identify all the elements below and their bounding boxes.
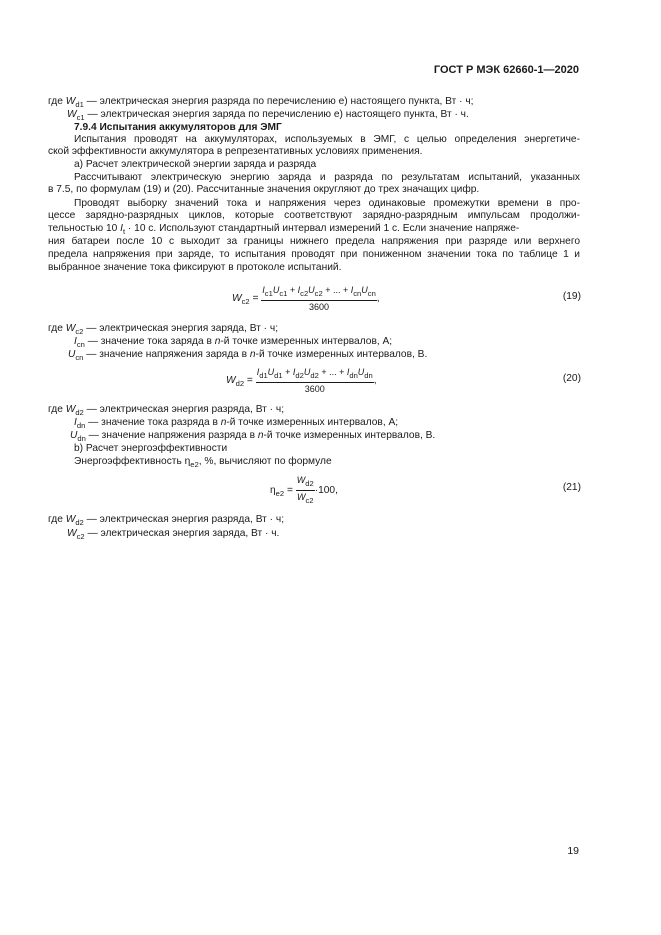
- paragraph-line: тельностью 10 $I_t \cdot 10$ с. Используют стандартный интервал измерений 1 с. Если значение напряже-: [48, 223, 520, 236]
- formula-21: $\eta_{e2}$ = $\frac{W_{d2}}{W_{c2}}$ ·100,: [270, 475, 338, 505]
- paragraph-line: ния батареи после 10 с выходит за границы нижнего предела напряжения при разряде или верхнего: [48, 236, 580, 247]
- list-item-b: b) Расчет энергоэффективности: [74, 443, 228, 454]
- formula-20: $W_{d2}$ = $\frac{I_{d1}U_{d1} + I_{d2}U_{d2} + ... + I_{dn}U_{dn}}{3600}$ ,: [226, 367, 377, 394]
- formula-19-denominator: 3600: [309, 302, 330, 312]
- formula-19-numerator: $I_{c1}U_{c1} + I_{c2}U_{c2}$ + ... + $I_{cn}U_{cn}$: [261, 284, 377, 301]
- definition-icn: $I_{cn}$ — значение тока заряда в n-й точке измеренных интервалов, А;: [74, 336, 393, 349]
- formula-20-denominator: 3600: [304, 384, 325, 394]
- definition-idn: $I_{dn}$ — значение тока разряда в n-й точке измеренных интервалов, А;: [74, 417, 399, 430]
- formula-19: $W_{c2}$ = $\frac{I_{c1}U_{c1} + I_{c2}U_{c2} + ... + I_{cn}U_{cn}}{3600}$ ,: [232, 285, 380, 312]
- formula-21-numerator: $W_{d2}$: [296, 474, 315, 491]
- paragraph-line: Проводят выборку значений тока и напряжения через одинаковые промежутки времени в про-: [74, 198, 580, 209]
- paragraph-line: в 7.5, по формулам (19) и (20). Рассчитанные значения округляют до трех значащих цифр.: [48, 184, 480, 195]
- paragraph-line: предела напряжения при заряде, то испытания проводят при пониженном значении тока по таблице 1 и: [48, 249, 580, 260]
- list-item-a: а) Расчет электрической энергии заряда и разряда: [74, 159, 317, 170]
- formula-20-numerator: $I_{d1}U_{d1} + I_{d2}U_{d2}$ + ... + $I_{dn}U_{dn}$: [256, 366, 374, 383]
- definition-wd2: где $W_{d2}$ — электрическая энергия разряда, Вт · ч;: [48, 404, 285, 417]
- definition-wd2-eff: где $W_{d2}$ — электрическая энергия разряда, Вт · ч;: [48, 514, 285, 527]
- efficiency-intro: Энергоэффективность $\eta_{e2}$, %, вычисляют по формуле: [74, 456, 332, 469]
- formula-21-number: (21): [562, 482, 581, 493]
- paragraph-line: Рассчитывают электрическую энергию заряда и разряда по результатам испытаний, указанных: [74, 172, 580, 183]
- paragraph-line: выбранное значение тока фиксируют в протоколе испытаний.: [48, 262, 342, 273]
- paragraph-line: Испытания проводят на аккумуляторах, используемых в ЭМГ, с целью определения энергетиче-: [74, 134, 580, 145]
- definition-wc2: где $W_{c2}$ — электрическая энергия заряда, Вт · ч;: [48, 323, 279, 336]
- section-title: 7.9.4 Испытания аккумуляторов для ЭМГ: [74, 122, 282, 133]
- definition-udn: $U_{dn}$ — значение напряжения разряда в n-й точке измеренных интервалов, В.: [70, 430, 436, 443]
- definition-wc1: $W_{c1}$ — электрическая энергия заряда по перечислению е) настоящего пункта, Вт · ч.: [67, 109, 469, 122]
- formula-21-denominator: $W_{c2}$: [296, 492, 314, 505]
- paragraph-line: цессе зарядно-разрядных циклов, которые соответствуют зарядно-разрядным импульсам продолжи-: [48, 210, 580, 221]
- definition-ucn: $U_{cn}$ — значение напряжения заряда в n-й точке измеренных интервалов, В.: [68, 349, 428, 362]
- definition-wd1: где $W_{d1}$ — электрическая энергия разряда по перечислению е) настоящего пункта, Вт · ч;: [48, 96, 474, 109]
- paragraph-line: ской эффективности аккумулятора в репрезентативных условиях применения.: [48, 146, 423, 157]
- formula-19-number: (19): [562, 291, 581, 302]
- document-header: ГОСТ Р МЭК 62660-1—2020: [433, 64, 579, 76]
- formula-20-number: (20): [562, 373, 581, 384]
- definition-wc2-eff: $W_{c2}$ — электрическая энергия заряда, Вт · ч.: [67, 528, 280, 541]
- page-number: 19: [567, 845, 579, 857]
